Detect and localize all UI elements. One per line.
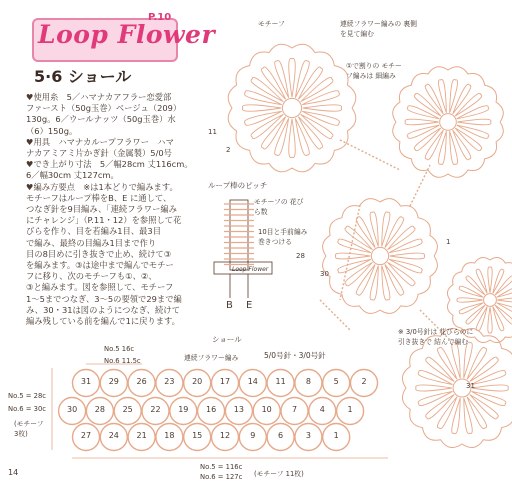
instruction-line: 編み残している前を編んで1に戻ります。 (26, 316, 180, 327)
loop-letter-b: B (226, 300, 233, 311)
motif-bottom-right-petal (452, 342, 460, 378)
diagram-callout: 11 (208, 128, 217, 136)
grid-motif-number: 6 (278, 431, 284, 440)
chain-connector (410, 165, 430, 206)
motif-bottom-right-petal (467, 397, 487, 429)
motif-bottom-right-petal (437, 347, 457, 379)
motif-center-petal (385, 264, 404, 295)
page-title: Loop Flower (38, 20, 216, 49)
instruction-line: つなぎ針を9目編み、「連続フラワー編み (26, 204, 177, 215)
motif-center-petal (382, 212, 390, 247)
grid-motif-number: 17 (219, 377, 231, 386)
motif-main-petal (242, 105, 281, 111)
instruction-line: ♥でき上がり寸法 5／幅28cm 丈116cm。 (26, 159, 193, 170)
motif-right-top-petal (438, 79, 446, 112)
hikinuki-note: ①で割りの モチーフ編みは 細編み (346, 62, 402, 80)
side-label-no6: No.6 = 30c (8, 405, 47, 413)
motif-main-petal (303, 105, 342, 111)
needle-note: 5/0号針・3/0号針 (264, 351, 326, 360)
motif-right-top-petal (457, 119, 491, 125)
grid-motif-number: 9 (250, 431, 256, 440)
motif-main-petal (289, 119, 295, 158)
diagram-callout: 2 (226, 146, 231, 154)
grid-motif-number: 30 (67, 405, 78, 414)
motif-center-petal (382, 266, 390, 301)
diagram-callout: 31 (466, 382, 475, 390)
motif-right-top-petal (438, 131, 446, 164)
grid-motif-number: 5 (333, 377, 339, 386)
instruction-line: にチャレンジ」（P.11・12）を参照して花 (26, 215, 182, 226)
instruction-line: 6／幅30cm 丈127cm。 (26, 170, 119, 181)
motif-center-center (371, 247, 388, 264)
instruction-line: ♥使用糸 5／ハマナカアフラー恋愛部 (26, 92, 172, 102)
chain-connector (320, 300, 350, 330)
loop-tip-note: 10目と手前編み 巻きつける (258, 228, 308, 246)
grid-motif-number: 16 (206, 405, 217, 414)
renzoku-note: 連続フラワー編みの 裏側 を見て編む (340, 20, 417, 38)
motif-right-top-petal (450, 79, 458, 112)
grid-motif-number: 15 (192, 431, 203, 440)
loop-board-label: Loop Flower (232, 266, 269, 273)
instruction-line: で編み、最終の目編み1目まで作り (26, 237, 157, 248)
motif-right-top-petal (450, 131, 458, 164)
side-motif-count: (モチーフ 3枚) (14, 420, 44, 438)
bottom-motif-count: (モチーフ 11枚) (254, 470, 304, 478)
bottom-label-no5: No.5 = 116c (200, 463, 243, 471)
instruction-line: ファースト（50g玉巻）ベージュ（209） (26, 103, 182, 114)
motif-center-petal (370, 266, 378, 301)
hook-note: ※ 3/0号針は 花びらのに 引き抜きで 結んで編む (398, 328, 474, 346)
motif-right-top-petal (425, 84, 443, 114)
motif-right-mid-petal (466, 305, 485, 324)
instruction-line: モチーフはループ棒をB、E に通して、 (26, 192, 172, 203)
pattern-subtitle: 5·6 ショール (34, 67, 132, 86)
motif-center-petal (335, 253, 370, 259)
motif-main-center (282, 98, 301, 117)
top-label-no6: No.6 11.5c (104, 357, 141, 365)
instruction-line: を編みます。③は途中まで編んでモチー (26, 260, 174, 271)
motif-bottom-right-petal (464, 342, 472, 378)
grid-motif-number: 24 (108, 431, 119, 440)
grid-motif-number: 14 (247, 377, 258, 386)
page-reference: P.10 (148, 12, 172, 23)
motif-center-petal (385, 217, 404, 248)
motif-center-petal (356, 217, 375, 248)
motif-main-scallop (228, 44, 356, 172)
instruction-line: フに移り、次のモチーフも①、②、 (26, 271, 157, 282)
loop-letter-e: E (246, 300, 253, 311)
grid-motif-number: 21 (136, 431, 147, 440)
motif-center-petal (390, 253, 425, 259)
grid-motif-number: 23 (164, 377, 175, 386)
grid-motif-number: 27 (80, 431, 92, 440)
motif-right-mid-petal (497, 298, 512, 302)
grid-motif-number: 26 (136, 377, 147, 386)
grid-motif-number: 12 (219, 431, 231, 440)
shawl-title: ショール (212, 335, 242, 344)
diagram-callout: 1 (446, 238, 451, 246)
motif-main-petal (289, 58, 295, 97)
motif-bottom-right-petal (467, 347, 487, 379)
shawl-subtitle: 連続フラワー編み (184, 354, 239, 362)
grid-motif-number: 4 (319, 405, 325, 414)
grid-motif-number: 19 (178, 405, 189, 414)
instruction-line: ③と編みます。図を参照して、モチーフ (26, 282, 174, 293)
motif-center-petal (370, 212, 378, 247)
grid-motif-number: 3 (305, 431, 311, 440)
grid-motif-number: 7 (291, 405, 298, 414)
grid-motif-number: 13 (233, 405, 244, 414)
grid-motif-number: 1 (347, 405, 353, 414)
motif-right-top-scallop (393, 67, 504, 178)
motif-right-top-center (440, 114, 457, 131)
motif-center-petal (356, 264, 375, 295)
motif-right-mid-petal (466, 276, 485, 295)
motif-right-mid-petal (488, 307, 492, 333)
grid-motif-number: 28 (94, 405, 105, 414)
instruction-line: 130g。6／ウールナッツ（50g玉巻）水 (26, 114, 176, 125)
motif-bottom-right-petal (472, 385, 508, 391)
instruction-line: 1〜5までつなぎ、3〜5の要領で29まで編 (26, 293, 182, 304)
top-label-no5: No.5 16c (104, 345, 135, 353)
motif-bottom-right-petal (437, 397, 457, 429)
diagram-callout: 30 (320, 270, 329, 278)
motif-right-top-petal (405, 119, 439, 125)
motif-center-scallop (323, 199, 438, 314)
instruction-line: ♥用具 ハマナカループフラワー ハマ (26, 136, 174, 147)
grid-motif-number: 18 (164, 431, 175, 440)
loop-motif-note: モチーフの 花びら数 (254, 198, 304, 216)
chain-connector (340, 205, 360, 300)
diagram-callout: 28 (296, 252, 305, 260)
instruction-line: ナカアミアミ片かぎ針（金属製）5/0号 (26, 148, 172, 159)
instruction-line: びらを作り、目を若編み1目、最3目 (26, 226, 162, 237)
loop-pitch-title: ループ棒のピッチ (208, 181, 268, 190)
grid-motif-number: 2 (361, 377, 367, 386)
page-number: 14 (8, 468, 19, 477)
grid-motif-number: 8 (305, 377, 311, 386)
instruction-line: み、30・31は図のようにつなぎ、続けて (26, 304, 180, 315)
side-label-no5: No.5 = 28c (8, 392, 47, 400)
motif-label: モチーフ (258, 20, 285, 28)
instruction-line: 目の8目めに引き抜きで止め、続けて③ (26, 248, 172, 259)
motif-right-mid-petal (488, 267, 492, 293)
instruction-line: （6）150g。 (26, 125, 78, 136)
motif-right-top-petal (425, 130, 443, 160)
motif-right-mid-petal (457, 298, 483, 302)
bottom-label-no6: No.6 = 127c (200, 473, 243, 481)
motif-bottom-right-petal (416, 385, 452, 391)
chain-connector (340, 140, 400, 170)
grid-motif-number: 22 (150, 405, 161, 414)
motif-right-top-petal (453, 84, 471, 114)
grid-motif-number: 1 (333, 431, 339, 440)
motif-right-mid-center (484, 294, 497, 307)
grid-motif-number: 29 (108, 377, 119, 386)
instruction-line: ♥編み方要点 ※は1本どりで編みます。 (26, 181, 178, 192)
motif-bottom-right-petal (464, 398, 472, 434)
grid-motif-number: 20 (192, 377, 203, 386)
motif-right-top-petal (453, 130, 471, 160)
grid-motif-number: 31 (80, 377, 92, 386)
grid-motif-number: 10 (261, 405, 272, 414)
grid-motif-number: 25 (122, 405, 133, 414)
motif-bottom-right-petal (452, 398, 460, 434)
grid-motif-number: 11 (275, 377, 286, 386)
